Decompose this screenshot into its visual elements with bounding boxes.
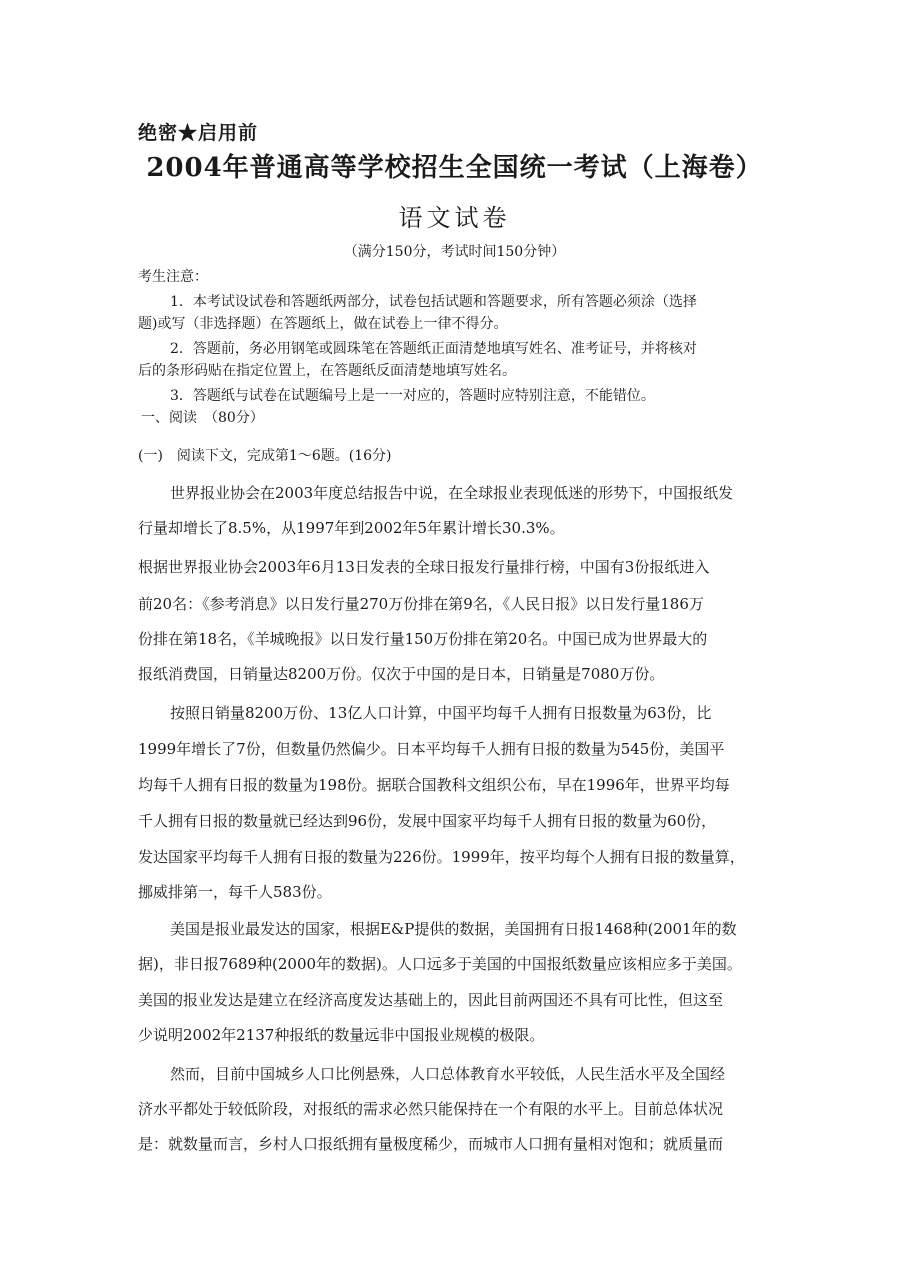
section-heading: 一、阅读 （80分）: [141, 410, 264, 426]
passage-line: 报纸消费国，日销量达8200万份。仅次于中国的是日本，日销量是7080万份。: [138, 665, 665, 683]
notice-heading: 考生注意：: [138, 269, 208, 285]
passage-line: 少说明2002年2137种报纸的数量远非中国报业规模的极限。: [138, 1026, 545, 1044]
notice-line: 后的条形码贴在指定位置上，在答题纸反面清楚地填写姓名。: [138, 363, 516, 379]
passage-line: 发达国家平均每千人拥有日报的数量为226份。1999年，按平均每个人拥有日报的数量算，: [138, 848, 745, 866]
passage-line: 据)，非日报7689种(2000年的数据)。人口远多于美国的中国报纸数量应该相应多于美国。: [138, 955, 742, 973]
passage-line: 前20名：《参考消息》以日发行量270万份排在第9名，《人民日报》以日发行量186万: [138, 595, 704, 613]
passage-line: 根据世界报业协会2003年6月13日发表的全球日报发行量排行榜，中国有3份报纸进入: [138, 558, 710, 576]
notice-line: 2．答题前，务必用钢笔或圆珠笔在答题纸正面清楚地填写姓名、准考证号，并将核对: [170, 341, 697, 357]
score-time-info: （满分150分，考试时间150分钟）: [343, 244, 566, 260]
passage-line: 然而，目前中国城乡人口比例悬殊，人口总体教育水平较低，人民生活水平及全国经: [170, 1065, 726, 1083]
passage-line: 美国是报业最发达的国家，根据E&P提供的数据，美国拥有日报1468种(2001年的数: [170, 920, 737, 938]
passage-line: 是：就数量而言，乡村人口报纸拥有量极度稀少，而城市人口拥有量相对饱和；就质量而: [138, 1135, 724, 1153]
confidential-label: 绝密★启用前: [138, 122, 259, 144]
passage-line: 均每千人拥有日报的数量为198份。据联合国教科文组织公布，早在1996年，世界平均每: [138, 776, 730, 794]
subject-title: 语文试卷: [398, 204, 511, 232]
passage-line: 按照日销量8200万份、13亿人口计算，中国平均每千人拥有日报数量为63份，比: [170, 704, 712, 722]
passage-line: 济水平都处于较低阶段，对报纸的需求必然只能保持在一个有限的水平上。目前总体状况: [138, 1100, 724, 1118]
passage-line: 1999年增长了7份，但数量仍然偏少。日本平均每千人拥有日报的数量为545份，美国平: [138, 740, 725, 758]
passage-line: 份排在第18名，《羊城晚报》以日发行量150万份排在第20名。中国已成为世界最大的: [138, 630, 708, 648]
exam-title: 2004年普通高等学校招生全国统一考试（上海卷）: [146, 153, 763, 183]
passage-line: 挪威排第一，每千人583份。: [138, 883, 332, 901]
notice-line: 1．本考试设试卷和答题纸两部分，试卷包括试题和答题要求，所有答题必须涂（选择: [170, 294, 697, 310]
passage-line: 千人拥有日报的数量就已经达到96份，发展中国家平均每千人拥有日报的数量为60份，: [138, 812, 717, 830]
passage-line: 世界报业协会在2003年度总结报告中说，在全球报业表现低迷的形势下，中国报纸发: [170, 484, 734, 502]
passage-line: 美国的报业发达是建立在经济高度发达基础上的，因此目前两国还不具有可比性，但这至: [138, 991, 724, 1009]
notice-line: 3．答题纸与试卷在试题编号上是一一对应的，答题时应特别注意，不能错位。: [170, 388, 655, 404]
passage-line: 行量却增长了8.5%，从1997年到2002年5年累计增长30.3%。: [138, 519, 565, 537]
part-heading: (一) 阅读下文，完成第1～6题。(16分): [138, 448, 392, 464]
notice-line: 题)或写（非选择题）在答题纸上，做在试卷上一律不得分。: [138, 316, 508, 332]
